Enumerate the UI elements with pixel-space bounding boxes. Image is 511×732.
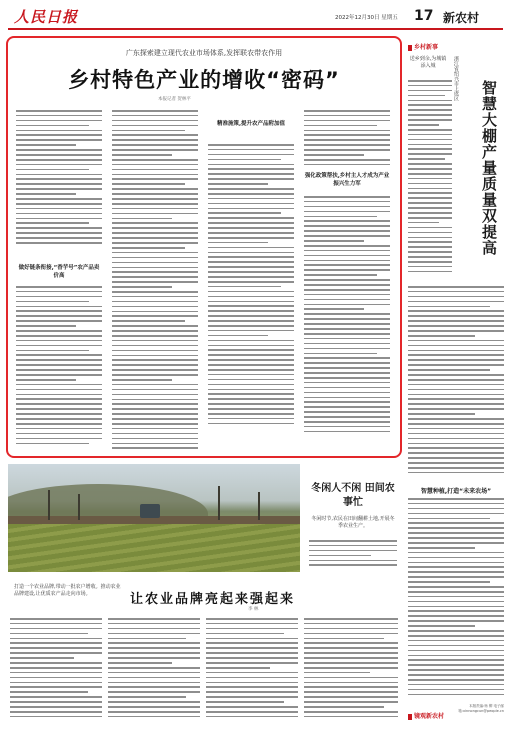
tree-icon bbox=[218, 486, 220, 520]
photo-title: 冬闲人不闲 田间农事忙 bbox=[311, 483, 395, 508]
section-title: 新农村 bbox=[443, 11, 480, 25]
tree-icon bbox=[78, 494, 80, 520]
tree-icon bbox=[48, 490, 50, 520]
tractor-icon bbox=[140, 504, 160, 518]
sidebar-tag bbox=[408, 42, 504, 51]
masthead-rule bbox=[8, 28, 503, 30]
sidebar-small-head: 送乡到余,为城镇添入城 bbox=[409, 56, 447, 69]
body-column-3 bbox=[208, 144, 294, 450]
subhead-4: 做好链条衔接,“香芋号”农产品卖价高 bbox=[18, 265, 100, 279]
sidebar-vertical-title: 智慧大棚产量质量双提高 bbox=[480, 80, 498, 256]
bottom-article-intro: 打造一个农业品牌,带动一批农户增收。推动农业品牌建设,让优质农产品走向市场。 bbox=[14, 584, 121, 597]
sidebar-headline-2: 智慧种植,打造“未来农场” bbox=[420, 488, 492, 495]
body-column-4a bbox=[304, 110, 390, 170]
bottom-column-1 bbox=[10, 618, 102, 724]
body-column-1a bbox=[16, 110, 102, 250]
article-headline[interactable]: 乡村特色产业的增收“密码” bbox=[68, 68, 340, 92]
bottom-column-4 bbox=[304, 618, 398, 724]
photo-caption-lines bbox=[309, 540, 397, 568]
bottom-article-headline[interactable]: 让农业品牌亮起来强起来 bbox=[130, 592, 296, 607]
photo-caption: 冬闲时节,农民在田间翻耕土地,开展冬季农业生产。 bbox=[311, 516, 395, 529]
sidebar-column-c bbox=[408, 498, 504, 704]
issue-date: 2022年12月30日 星期五 bbox=[335, 15, 398, 21]
photo-field bbox=[8, 524, 300, 572]
main-article-highlight[interactable] bbox=[6, 36, 402, 458]
farm-field-photo bbox=[8, 464, 300, 572]
subhead-3: 强化政策帮扶,乡村主人才成为产业振兴生力军 bbox=[304, 173, 390, 187]
sidebar-column-a bbox=[408, 80, 452, 280]
newspaper-logo: 人民日报 bbox=[14, 8, 79, 26]
article-kicker: 广东探索建立现代农业市场体系,发挥联农带农作用 bbox=[125, 49, 283, 57]
page-number: 17 bbox=[414, 8, 434, 24]
red-bar-icon bbox=[408, 45, 412, 51]
editor-credit: 本版责编:杨 柳 电子邮箱:xinnongcun@people.cn bbox=[458, 704, 504, 713]
body-column-4b bbox=[304, 196, 390, 450]
bottom-article-byline: 李 林 bbox=[248, 607, 259, 612]
masthead bbox=[0, 0, 511, 30]
body-column-1b bbox=[16, 286, 102, 450]
body-column-2 bbox=[112, 110, 198, 450]
article-byline: 本报记者 贺林平 bbox=[158, 97, 191, 102]
red-bar-icon bbox=[408, 714, 412, 720]
bottom-column-2 bbox=[108, 618, 200, 724]
sidebar-tag-label: 乡村新事 bbox=[414, 44, 439, 51]
tree-icon bbox=[258, 492, 260, 520]
sidebar-column-b bbox=[408, 286, 504, 482]
bottom-column-3 bbox=[206, 618, 298, 724]
sidebar-footer-label: 镜观新农村 bbox=[414, 713, 445, 720]
sidebar-vertical-sub: 浙江省绍兴市上虞区 bbox=[453, 56, 459, 101]
subhead-2: 精准施策,提升农产品附加值 bbox=[216, 121, 286, 127]
